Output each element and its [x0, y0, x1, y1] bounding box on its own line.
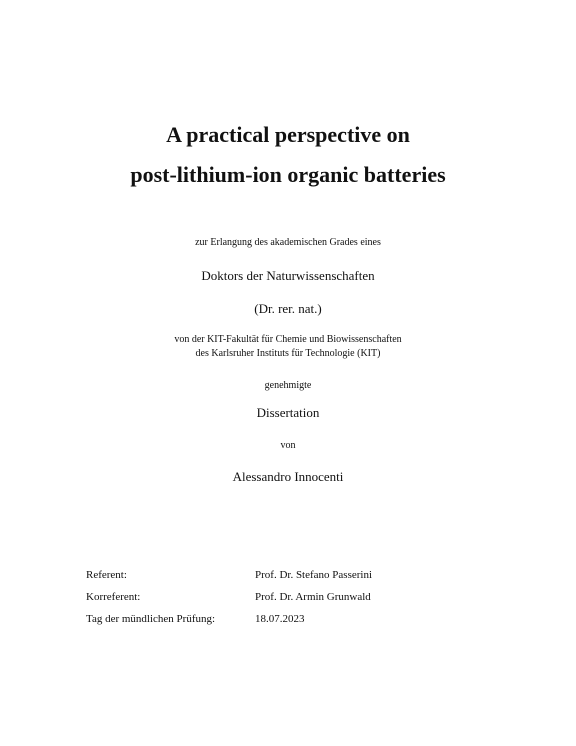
exam-date-label: Tag der mündlichen Prüfung: — [86, 613, 216, 625]
referee-row — [86, 568, 506, 590]
co-referee-row — [86, 590, 506, 612]
faculty-line-1: von der KIT-Fakultät für Chemie und Biowissenschaften — [174, 334, 402, 345]
approved-text: genehmigte — [264, 380, 312, 391]
referee-value: Prof. Dr. Stefano Passerini — [255, 569, 373, 581]
degree-abbreviation: (Dr. rer. nat.) — [254, 301, 322, 316]
exam-date-row — [86, 612, 506, 634]
referee-label: Referent: — [86, 569, 127, 581]
author-name: Alessandro Innocenti — [232, 469, 344, 484]
faculty-line-2: des Karlsruher Instituts für Technologie (KIT) — [195, 348, 381, 359]
co-referee-label: Korreferent: — [86, 591, 141, 603]
title-line-1: A practical perspective on — [166, 122, 410, 147]
title-line-2: post-lithium-ion organic batteries — [130, 162, 446, 187]
co-referee-value: Prof. Dr. Armin Grunwald — [255, 591, 371, 603]
exam-date-value: 18.07.2023 — [255, 613, 305, 625]
degree-intro: zur Erlangung des akademischen Grades eines — [195, 237, 381, 248]
referee-table — [86, 568, 506, 634]
document-type: Dissertation — [256, 405, 320, 420]
by-text: von — [280, 440, 296, 451]
degree-name: Doktors der Naturwissenschaften — [201, 268, 375, 283]
